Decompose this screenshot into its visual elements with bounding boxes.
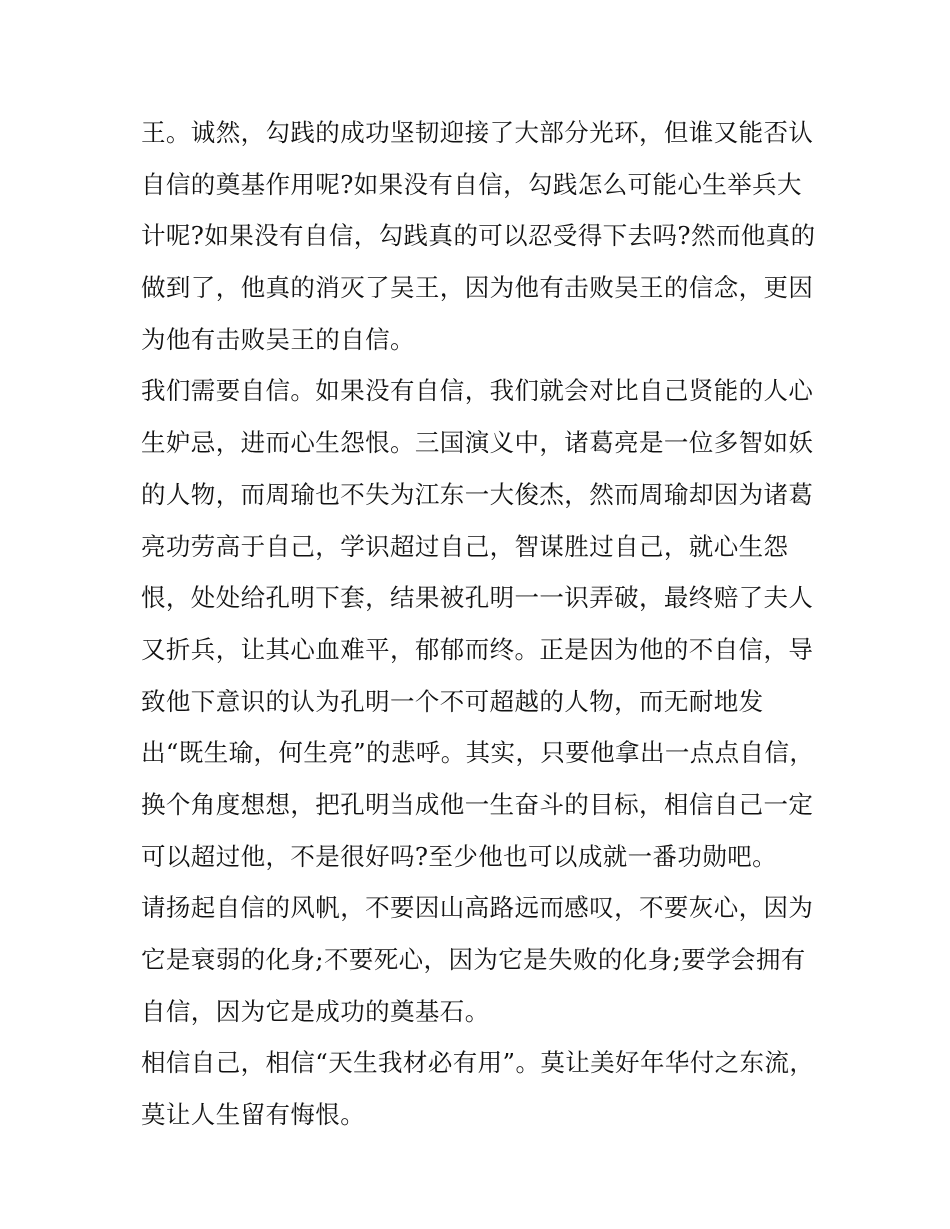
text-line: 为他有击败吴王的自信。 xyxy=(141,324,415,354)
document-body xyxy=(141,107,816,1141)
paragraph-2 xyxy=(141,365,813,882)
text-line: 计呢?如果没有自信，勾践真的可以忍受得下去吗?然而他真的 xyxy=(141,221,816,251)
text-line: 亮功劳高于自己，学识超过自己，智谋胜过自己，就心生怨 xyxy=(141,531,789,561)
text-line: 生妒忌，进而心生怨恨。三国演义中，诸葛亮是一位多智如妖 xyxy=(141,428,814,458)
paragraph-4 xyxy=(141,1037,813,1140)
text-line: 可以超过他，不是很好吗?至少他也可以成就一番功勋吧。 xyxy=(141,841,778,871)
text-line: 相信自己，相信“天生我材必有用”。莫让美好年华付之东流， xyxy=(141,1048,815,1078)
text-line: 请扬起自信的风帆，不要因山高路远而感叹，不要灰心，因为 xyxy=(141,893,814,923)
text-line: 王。诚然，勾践的成功坚韧迎接了大部分光环，但谁又能否认 xyxy=(141,118,814,147)
text-line: 我们需要自信。如果没有自信，我们就会对比自己贤能的人心 xyxy=(141,376,814,406)
text-line: 它是衰弱的化身;不要死心，因为它是失败的化身;要学会拥有 xyxy=(141,945,806,974)
text-line: 自信的奠基作用呢?如果没有自信，勾践怎么可能心生举兵大 xyxy=(141,169,802,199)
text-line: 换个角度想想，把孔明当成他一生奋斗的目标，相信自己一定 xyxy=(141,789,814,819)
paragraph-3 xyxy=(141,882,813,1037)
text-line: 致他下意识的认为孔明一个不可超越的人物，而无耐地发 xyxy=(141,686,764,716)
text-line: 自信，因为它是成功的奠基石。 xyxy=(141,996,490,1026)
text-line: 的人物，而周瑜也不失为江东一大俊杰，然而周瑜却因为诸葛 xyxy=(141,479,814,509)
paragraph-1 xyxy=(141,107,816,365)
text-line: 又折兵，让其心血难平，郁郁而终。正是因为他的不自信，导 xyxy=(141,634,814,664)
text-line: 恨，处处给孔明下套，结果被孔明一一识弄破，最终赔了夫人 xyxy=(141,583,814,613)
text-line: 莫让人生留有悔恨。 xyxy=(141,1100,366,1130)
text-line: 做到了，他真的消灭了吴王，因为他有击败吴王的信念，更因 xyxy=(141,273,814,303)
text-line: 出“既生瑜，何生亮”的悲呼。其实，只要他拿出一点点自信， xyxy=(141,738,815,768)
